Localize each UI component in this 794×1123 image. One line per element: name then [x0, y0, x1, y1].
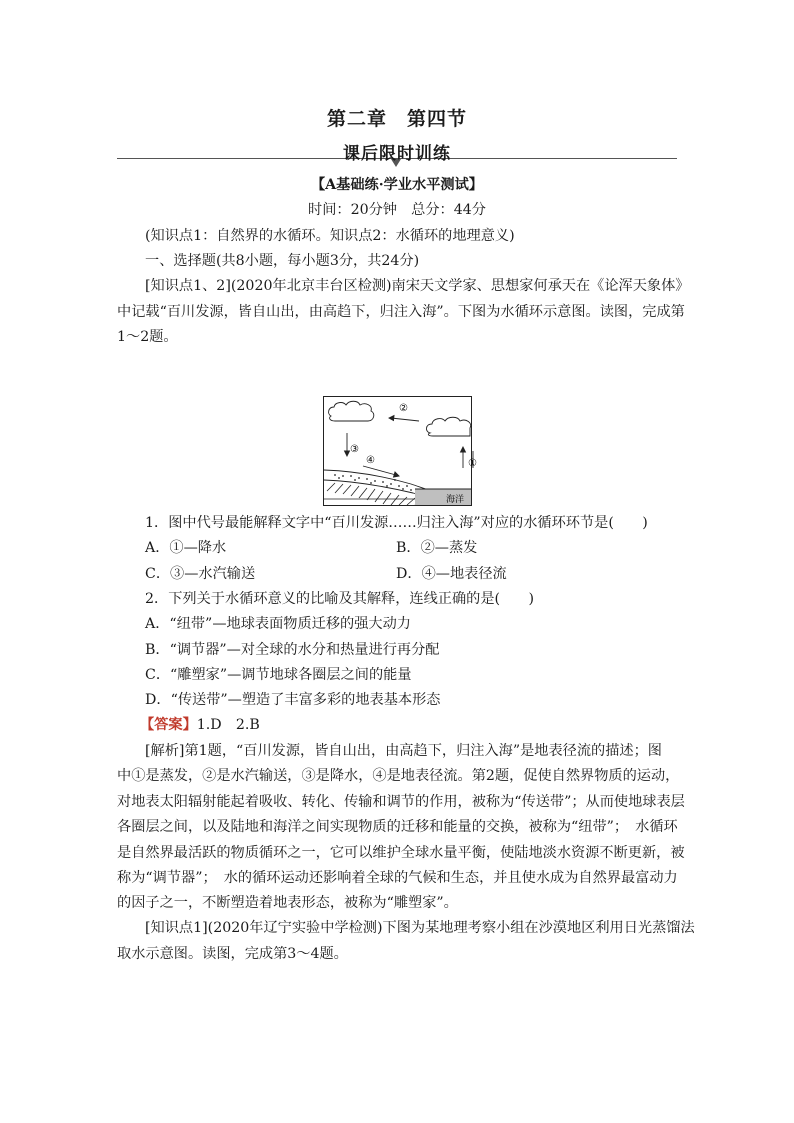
next-intro-line-1: [知识点1](2020年辽宁实验中学检测)下图为某地理考察小组在沙漠地区利用日光蒸馏法 [145, 920, 695, 936]
knowledge-points: (知识点1：自然界的水循环。知识点2：水循环的地理意义) [145, 228, 515, 244]
q1-option-b: B．②—蒸发 [396, 540, 478, 556]
intro-line-1: [知识点1、2](2020年北京丰台区检测)南宋天文学家、思想家何承天在《论浑天象体》 [145, 278, 690, 294]
intro-line-3: 1～2题。 [117, 329, 178, 345]
label-2: ② [399, 403, 408, 414]
answer-text: 1.D 2.B [196, 717, 260, 733]
q1-stem: 1．图中代号最能解释文字中“百川发源……归注入海”对应的水循环环节是( ) [145, 515, 648, 531]
q2-stem: 2．下列关于水循环意义的比喻及其解释，连线正确的是( ) [145, 591, 534, 607]
analysis-line-4: 各圈层之间，以及陆地和海洋之间实现物质的迁移和能量的交换，被称为“纽带”； 水循环 [117, 819, 678, 835]
water-cycle-figure [323, 396, 477, 506]
q2-option-a: A．“纽带”—地球表面物质迁移的强大动力 [145, 616, 411, 632]
analysis-line-7: 的因子之一，不断塑造着地表形态，被称为“雕塑家”。 [117, 895, 458, 911]
level-heading: 【A基础练·学业水平测试】 [310, 177, 483, 193]
q2-option-d: D．“传送带”—塑造了丰富多彩的地表基本形态 [145, 692, 441, 708]
next-intro-line-2: 取水示意图。读图，完成第3～4题。 [117, 946, 348, 962]
analysis-line-1: [解析]第1题，“百川发源，皆自山出，由高趋下，归注入海”是地表径流的描述；图 [145, 743, 662, 759]
analysis-line-2: 中①是蒸发，②是水汽输送，③是降水，④是地表径流。第2题，促使自然界物质的运动， [117, 768, 680, 784]
page-subtitle: 课后限时训练 [343, 144, 451, 164]
answer-line [140, 715, 260, 735]
chapter-title: 第二章 第四节 [326, 108, 467, 130]
answer-tag: 【答案】 [140, 717, 197, 733]
q2-option-b: B．“调节器”—对全球的水分和热量进行再分配 [145, 642, 440, 658]
q2-option-c: C．“雕塑家”—调节地球各圈层之间的能量 [145, 667, 412, 683]
section-heading: 一、选择题(共8小题，每小题3分，共24分) [145, 253, 420, 269]
analysis-line-5: 是自然界最活跃的物质循环之一，它可以维护全球水量平衡，使陆地淡水资源不断更新，被 [117, 845, 685, 861]
time-score: 时间：20分钟 总分：44分 [308, 202, 486, 218]
q1-option-a: A．①—降水 [145, 540, 227, 556]
analysis-line-6: 称为“调节器”； 水的循环运动还影响着全球的气候和生态，并且使水成为自然界最富动力 [117, 870, 678, 886]
cloud-left-icon [329, 401, 374, 421]
label-4: ④ [366, 455, 375, 466]
label-1: ① [468, 458, 477, 469]
intro-line-2: 中记载“百川发源，皆自山出，由高趋下，归注入海”。下图为水循环示意图。读图，完成第 [117, 304, 685, 320]
q1-option-c: C．③—水汽输送 [145, 566, 256, 582]
label-3: ③ [350, 444, 359, 455]
sea-label: 海洋 [446, 495, 465, 505]
analysis-line-3: 对地表太阳辐射能起着吸收、转化、传输和调节的作用，被称为“传送带”；从而使地球表层 [117, 794, 685, 810]
q1-option-d: D．④—地表径流 [396, 566, 507, 582]
